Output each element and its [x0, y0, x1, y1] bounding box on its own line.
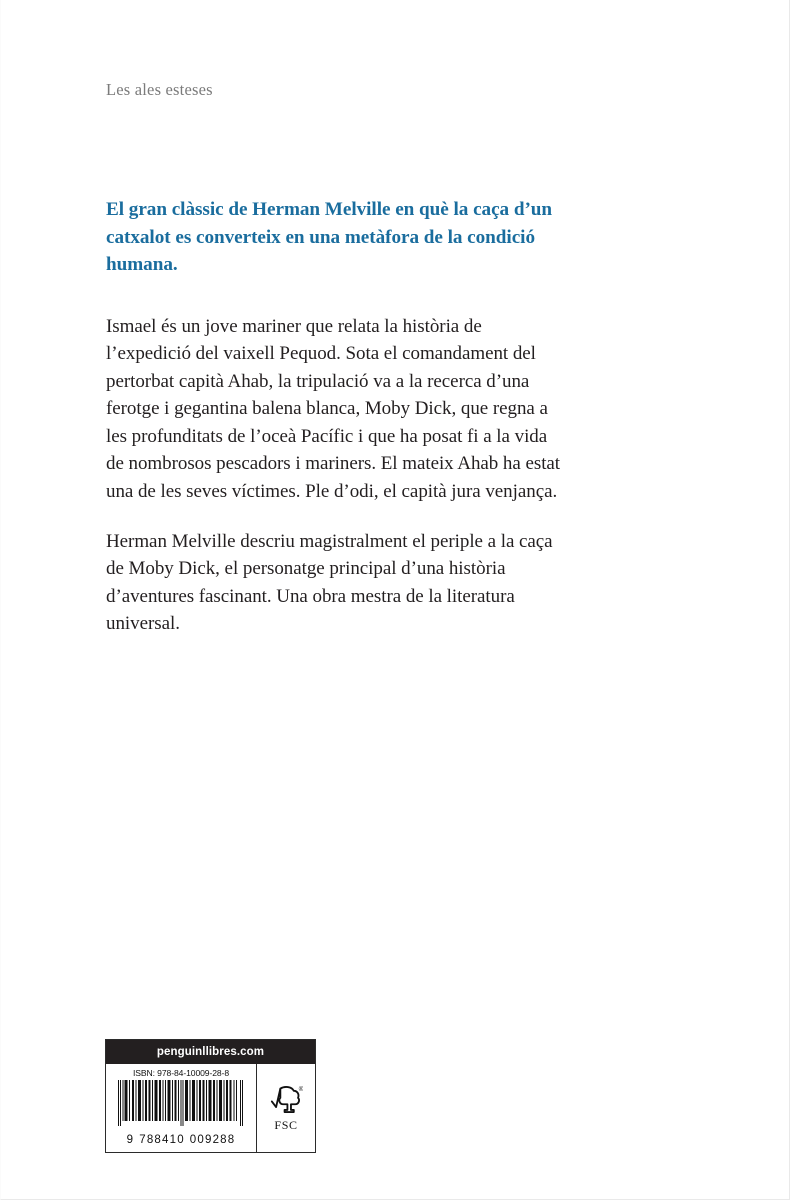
- blurb-paragraph-2: Herman Melville descriu magistralment el periple a la caça de Moby Dick, el personatge principal d’una història d’aventures fascinant. Una obra mestra de la literatura universal.: [106, 530, 553, 635]
- barcode-block: [105, 1039, 316, 1153]
- ean-group-2: 009288: [189, 1134, 236, 1146]
- series-label: Les ales esteses: [106, 80, 213, 99]
- fsc-certification-area: [257, 1064, 315, 1152]
- ean-barcode-area: [106, 1064, 257, 1152]
- barcode-body: [106, 1064, 315, 1152]
- fsc-label: FSC: [274, 1118, 298, 1132]
- ean13-barcode-bars: [118, 1080, 244, 1126]
- blurb-column: [106, 196, 568, 638]
- publisher-url-text: penguinllibres.com: [156, 1046, 265, 1058]
- publisher-url-band: [106, 1040, 315, 1064]
- ean-group-1: 788410: [139, 1134, 185, 1146]
- svg-text:®: ®: [298, 1085, 303, 1093]
- isbn-text: ISBN: 978-84-10009-28-8: [132, 1068, 230, 1078]
- blurb-headline: El gran clàssic de Herman Melville en què la caça d’un catxalot es converteix en una metàfora de la condició humana.: [106, 199, 553, 275]
- blurb-paragraph-1: Ismael és un jove mariner que relata la història de l’expedició del vaixell Pequod. Sota el comandament del pertorbat capità Ahab, la tripulació va a la recerca d’una ferotge i gegantina balena blanca, Moby Dick, que regna a les profunditats de l’oceà Pacífic i que ha posat fi a la vida de nombrosos pescadors i mariners. El mateix Ahab ha estat una de les seves víctimes. Ple d’odi, el capità jura venjança.: [106, 315, 561, 503]
- fsc-tree-checkmark-icon: [269, 1083, 303, 1117]
- ean-digits: [106, 1134, 256, 1146]
- ean-lead-digit: 9: [126, 1134, 135, 1146]
